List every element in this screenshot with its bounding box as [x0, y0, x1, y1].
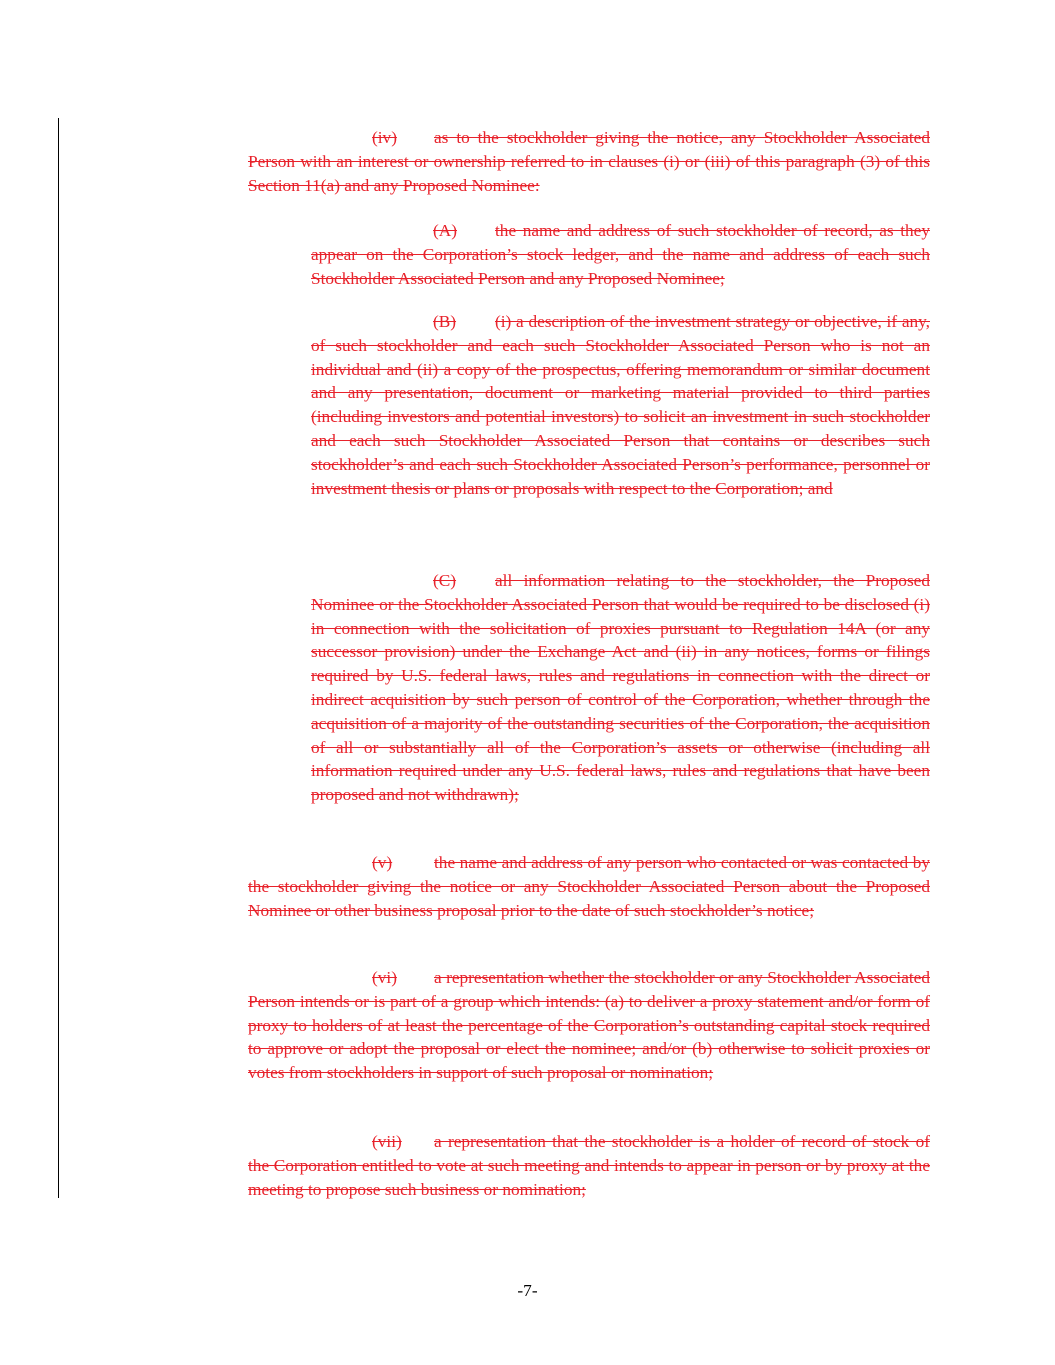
paragraph-iv-label: (iv): [372, 128, 397, 147]
paragraph-vi-label: (vi): [372, 968, 397, 987]
paragraph-iv: [248, 126, 930, 197]
paragraph-A-label: (A): [433, 221, 457, 240]
paragraph-vii: [248, 1130, 930, 1201]
paragraph-v-text: the name and address of any person who contacted or was contacted by the stockholder giving the notice or any Stockholder Associated Person about the Proposed Nominee or other business proposal prior to the date of such stockholder’s notice;: [248, 853, 930, 920]
paragraph-vii-label: (vii): [372, 1132, 402, 1151]
paragraph-vii-text: a representation that the stockholder is a holder of record of stock of the Corporation entitled to vote at such meeting and intends to appear in person or by proxy at the meeting to propose such business or nomination;: [248, 1132, 930, 1199]
paragraph-vi-text: a representation whether the stockholder or any Stockholder Associated Person intends or is part of a group which intends: (a) to deliver a proxy statement and/or form of proxy to holders of at least the percentage of the Corporation’s outstanding capital stock required to approve or adopt the proposal or elect the nominee; and/or (b) otherwise to solicit proxies or votes from stockholders in support of such proposal or nomination;: [248, 968, 930, 1083]
paragraph-A: [311, 219, 930, 290]
paragraph-iv-text: as to the stockholder giving the notice, any Stockholder Associated Person with an interest or ownership referred to in clauses (i) or (iii) of this paragraph (3) of this Section 11(a) and any Proposed Nominee:: [248, 128, 930, 195]
paragraph-v-label: (v): [372, 853, 393, 872]
paragraph-B-text: (i) a description of the investment strategy or objective, if any, of such stockholder and each such Stockholder Associated Person who is not an individual and (ii) a copy of the prospectus, offering memorandum or similar document and any presentation, document or marketing material provided to third parties (including investors and potential investors) to solicit an investment in such stockholder and each such Stockholder Associated Person that contains or describes such stockholder’s and each such Stockholder Associated Person’s performance, personnel or investment thesis or plans or proposals with respect to the Corporation; and: [311, 312, 930, 498]
page-number: -7-: [517, 1281, 538, 1300]
change-bar: [58, 118, 59, 1198]
paragraph-v: [248, 851, 930, 922]
paragraph-B: [311, 310, 930, 500]
paragraph-vi: [248, 966, 930, 1085]
paragraph-C-label: (C): [433, 571, 457, 590]
paragraph-C-text: all information relating to the stockholder, the Proposed Nominee or the Stockholder Associated Person that would be required to be disclosed (i) in connection with the solicitation of proxies pursuant to Regulation 14A (or any successor provision) under the Exchange Act and (ii) in any notices, forms or filings required by U.S. federal laws, rules and regulations in connection with the direct or indirect acquisition by such person of control of the Corporation, whether through the acquisition of a majority of the outstanding securities of the Corporation, the acquisition of all or substantially all of the Corporation’s assets or otherwise (including all information required under any U.S. federal laws, rules and regulations that have been proposed and not withdrawn);: [311, 571, 930, 805]
paragraph-A-text: the name and address of such stockholder of record, as they appear on the Corporation’s stock ledger, and the name and address of each such Stockholder Associated Person and any Proposed Nominee;: [311, 221, 930, 288]
paragraph-C: [311, 569, 930, 807]
paragraph-B-label: (B): [433, 312, 457, 331]
